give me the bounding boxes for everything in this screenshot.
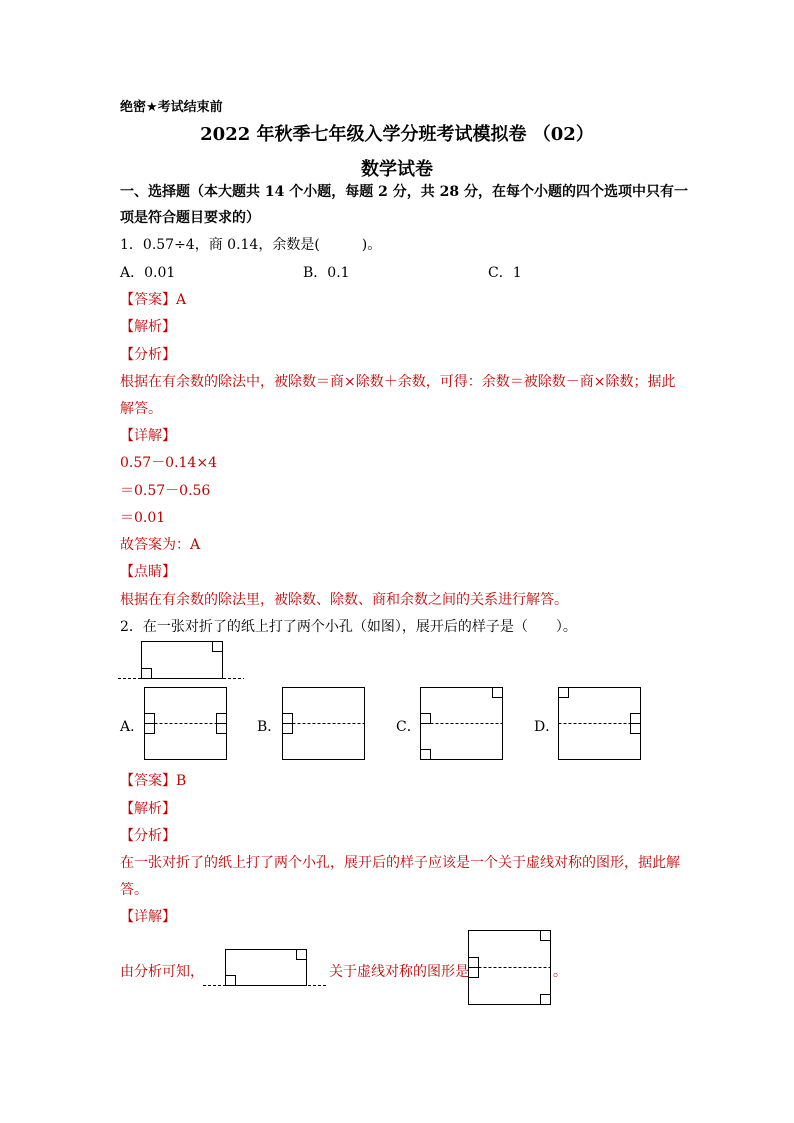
q2-option-d-figure (557, 686, 643, 762)
section-heading-line2: 项是符合题目要求的） (120, 210, 260, 226)
q2-option-a-label: A． (120, 719, 145, 735)
q2-option-c-figure (419, 686, 505, 762)
section-heading-line1: 一、选择题（本大题共 14 个小题，每题 2 分，共 28 分，在每个小题的四个选项中只有一 (120, 184, 688, 200)
q1-dianjing-label: 【点睛】 (120, 564, 176, 580)
q2-xiangjie-label: 【详解】 (120, 909, 176, 925)
q2-answer: 【答案】B (120, 773, 187, 789)
q2-detail-folded-figure (203, 947, 331, 989)
q1-step-3: ＝0.01 (120, 510, 166, 526)
q1-fenxi-label: 【分析】 (120, 347, 176, 363)
q2-option-a-figure (143, 686, 229, 762)
page-subtitle: 数学试卷 (361, 159, 433, 180)
q1-option-b: B．0.1 (303, 265, 350, 281)
page-title: 2022 年秋季七年级入学分班考试模拟卷 （02） (200, 124, 594, 145)
q2-option-d-label: D． (534, 719, 560, 735)
q2-analysis-line2: 答。 (120, 882, 148, 898)
q1-step-1: 0.57－0.14×4 (120, 455, 217, 471)
q1-step-2: ＝0.57－0.56 (120, 483, 211, 499)
q2-analysis-line1: 在一张对折了的纸上打了两个小孔，展开后的样子应该是一个关于虚线对称的图形，据此解 (120, 855, 680, 871)
q2-fenxi-label: 【分析】 (120, 828, 176, 844)
q2-option-b-label: B． (257, 719, 282, 735)
q2-detail-end: 。 (553, 964, 567, 980)
folded-paper-figure (118, 640, 248, 682)
q2-detail-unfolded-figure (467, 929, 553, 1007)
confidential-mark: 绝密★考试结束前 (120, 100, 223, 115)
q1-stem: 1．0.57÷4，商 0.14，余数是( )。 (120, 237, 382, 253)
q1-jiexi-label: 【解析】 (120, 319, 176, 335)
q1-answer: 【答案】A (120, 292, 187, 308)
q1-note: 根据在有余数的除法里，被除数、除数、商和余数之间的关系进行解答。 (120, 592, 568, 608)
q1-conclusion: 故答案为：A (120, 537, 201, 553)
q1-option-a: A．0.01 (120, 265, 176, 281)
q1-analysis-line2: 解答。 (120, 401, 162, 417)
q2-stem: 2．在一张对折了的纸上打了两个小孔（如图），展开后的样子是（ ）。 (120, 619, 577, 635)
q2-detail-middle: 关于虚线对称的图形是 (329, 964, 469, 980)
q2-option-c-label: C． (396, 719, 421, 735)
q1-analysis-line1: 根据在有余数的除法中，被除数＝商×除数＋余数，可得：余数＝被除数－商×除数；据此 (120, 374, 676, 390)
q1-xiangjie-label: 【详解】 (120, 428, 176, 444)
q2-detail-prefix: 由分析可知， (120, 964, 204, 980)
q1-option-c: C．1 (488, 265, 522, 281)
q2-jiexi-label: 【解析】 (120, 801, 176, 817)
q2-option-b-figure (281, 686, 367, 762)
